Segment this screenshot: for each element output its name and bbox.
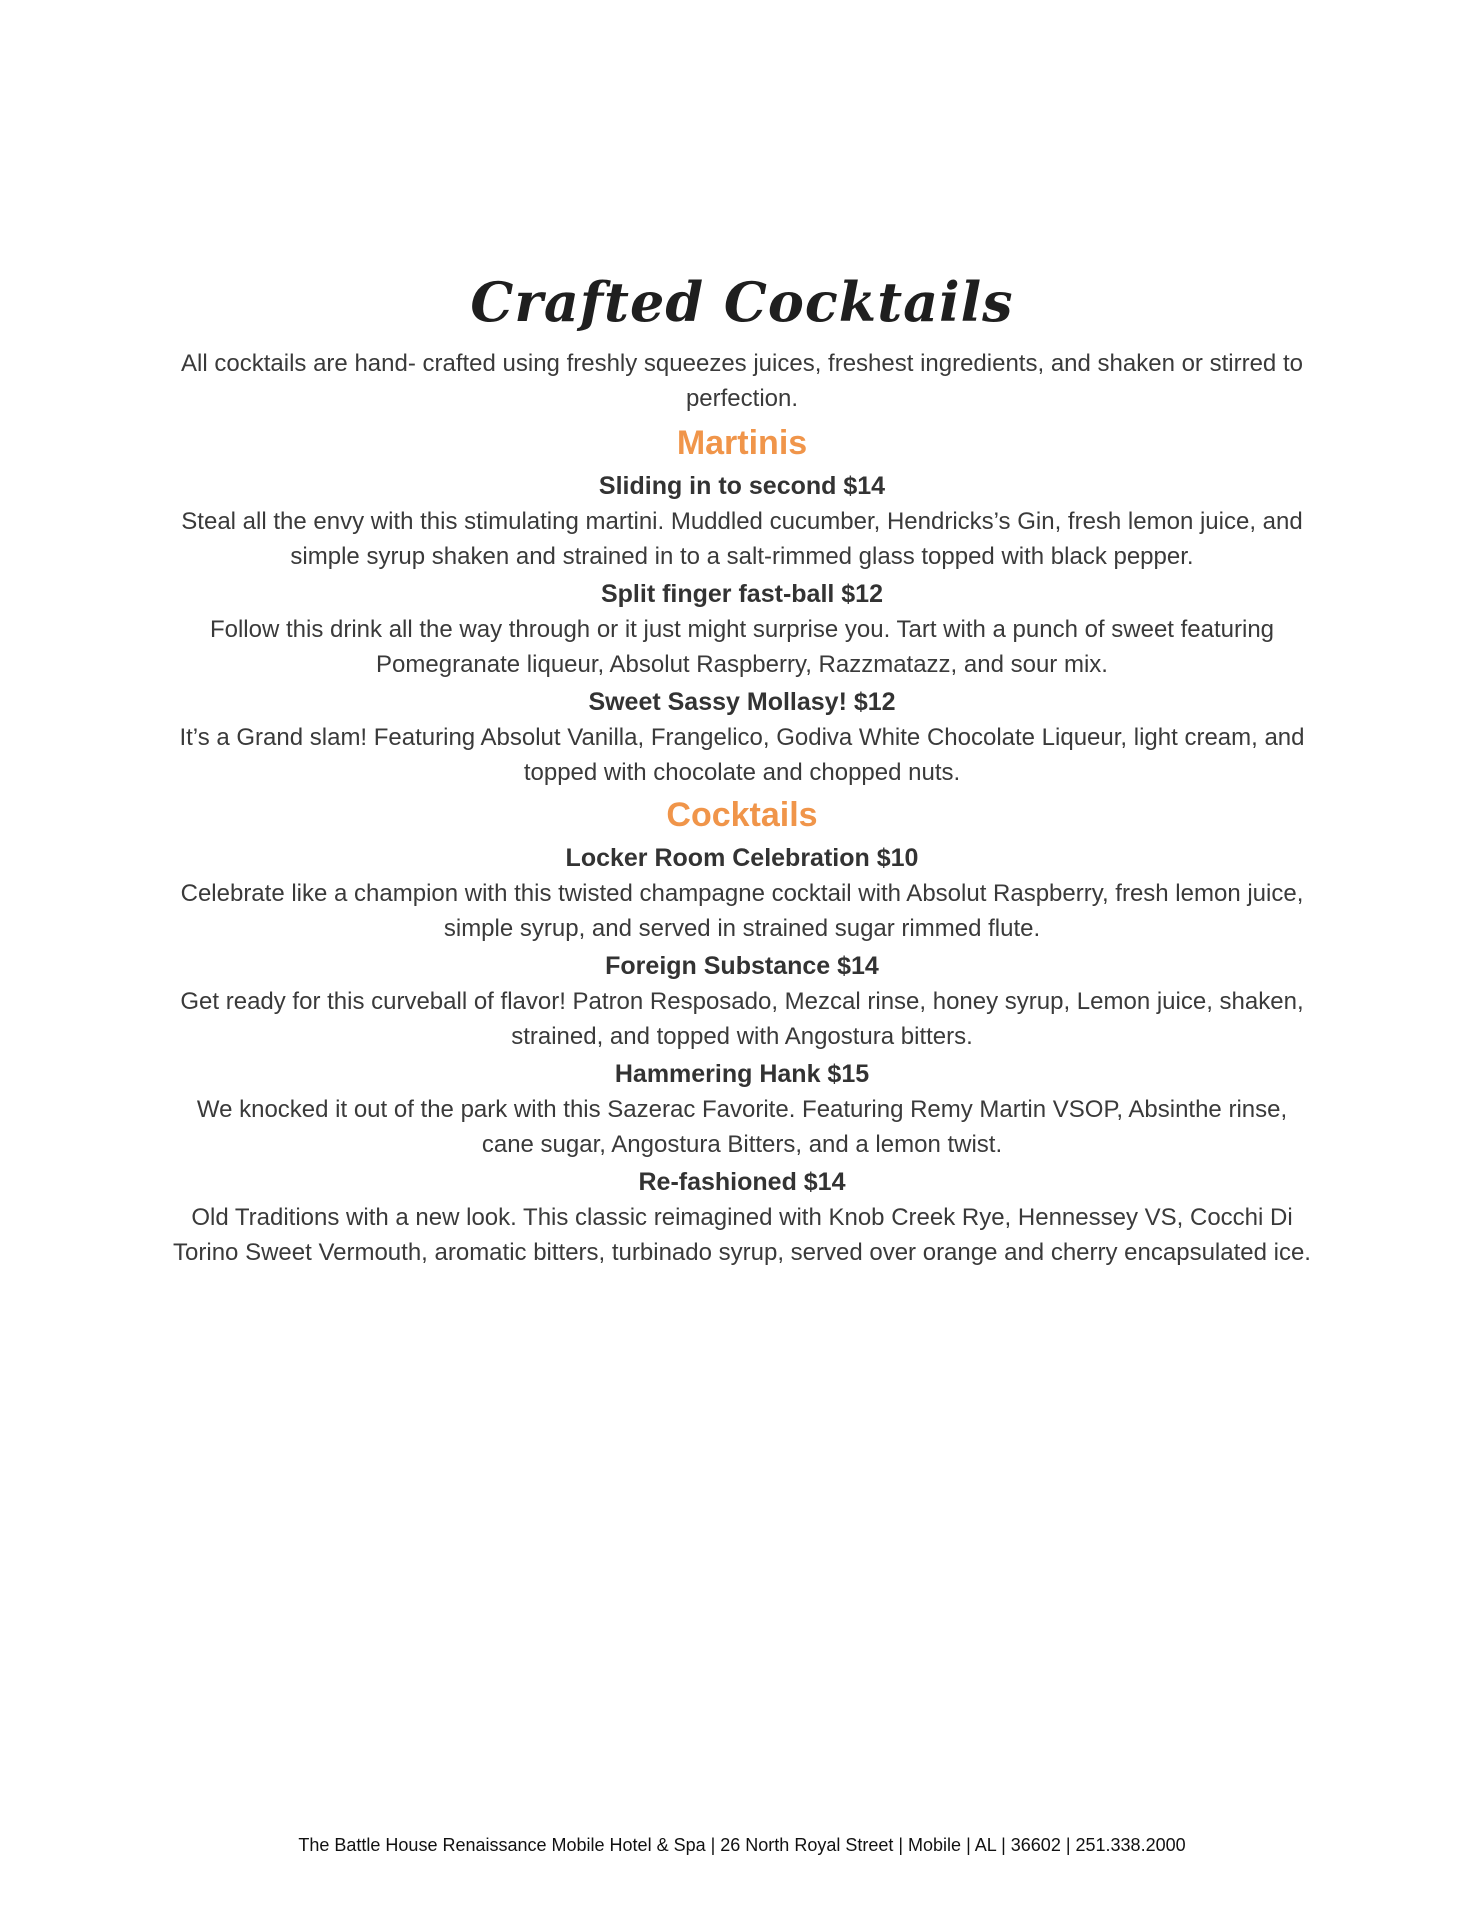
menu-item <box>170 684 1314 790</box>
item-name: Locker Room Celebration $10 <box>565 844 919 872</box>
item-name: Hammering Hank $15 <box>614 1060 870 1088</box>
item-name: Sliding in to second $14 <box>598 472 886 500</box>
item-description: We knocked it out of the park with this Sazerac Favorite. Featuring Remy Martin VSOP, Absinthe rinse, cane sugar, Angostura Bitters, and a lemon twist. <box>196 1096 1288 1158</box>
menu-item <box>170 840 1314 946</box>
menu-title: Crafted Cocktails <box>470 270 1014 334</box>
item-description: Follow this drink all the way through or it just might surprise you. Tart with a punch of sweet featuring Pomegranate liqueur, Absolut Raspberry, Razzmatazz, and sour mix. <box>209 616 1275 678</box>
menu-item <box>170 1056 1314 1162</box>
section-heading-martinis: Martinis <box>676 424 808 462</box>
item-description: Old Traditions with a new look. This classic reimagined with Knob Creek Rye, Hennessey VS, Cocchi Di Torino Sweet Vermouth, aromatic bitters, turbinado syrup, served over orange and cherry encapsulated ice. <box>173 1204 1311 1266</box>
menu-intro: All cocktails are hand- crafted using freshly squeezes juices, freshest ingredients, and shaken or stirred to perfection. <box>181 350 1303 412</box>
item-description: Get ready for this curveball of flavor! Patron Resposado, Mezcal rinse, honey syrup, Lemon juice, shaken, strained, and topped with Angostura bitters. <box>180 988 1304 1050</box>
item-name: Foreign Substance $14 <box>605 952 879 980</box>
page-footer: The Battle House Renaissance Mobile Hotel & Spa | 26 North Royal Street | Mobile | AL | 36602 | 251.338.2000 <box>298 1835 1186 1855</box>
item-description: Steal all the envy with this stimulating martini. Muddled cucumber, Hendricks’s Gin, fresh lemon juice, and simple syrup shaken and strained in to a salt-rimmed glass topped with black pepper. <box>181 508 1303 570</box>
item-name: Sweet Sassy Mollasy! $12 <box>588 688 896 716</box>
section-cocktails <box>170 792 1314 1270</box>
item-name: Re-fashioned $14 <box>638 1168 846 1196</box>
menu-item <box>170 576 1314 682</box>
menu-item <box>170 468 1314 574</box>
item-name: Split finger fast-ball $12 <box>600 580 883 608</box>
menu-item <box>170 1164 1314 1270</box>
item-description: It’s a Grand slam! Featuring Absolut Vanilla, Frangelico, Godiva White Chocolate Liqueur, light cream, and topped with chocolate and chopped nuts. <box>179 724 1305 786</box>
menu-content <box>170 262 1314 1272</box>
item-description: Celebrate like a champion with this twisted champagne cocktail with Absolut Raspberry, fresh lemon juice, simple syrup, and served in strained sugar rimmed flute. <box>180 880 1304 942</box>
section-martinis <box>170 420 1314 790</box>
menu-item <box>170 948 1314 1054</box>
section-heading-cocktails: Cocktails <box>666 796 818 834</box>
